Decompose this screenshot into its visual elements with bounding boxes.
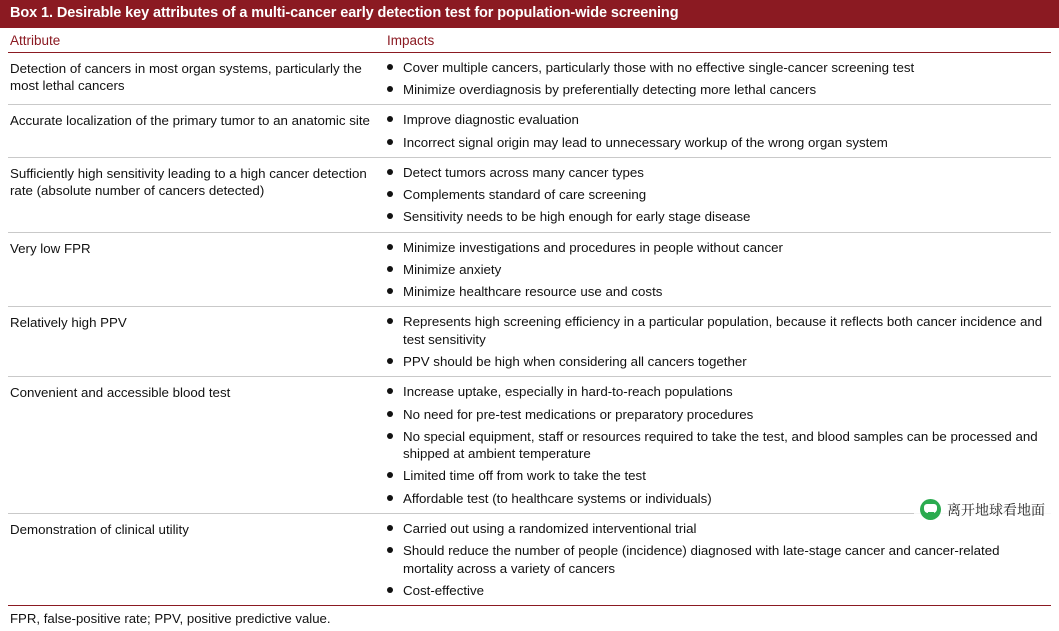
bullet-icon [387,358,393,364]
bullet-icon [387,587,393,593]
list-item [385,239,1049,256]
list-item [385,542,1049,577]
list-item [385,467,1049,484]
list-item [385,164,1049,181]
watermark [914,496,1051,523]
table-row [8,307,1051,377]
impact-text: Incorrect signal origin may lead to unnecessary workup of the wrong organ system [403,134,888,150]
table-row [8,514,1051,606]
impacts-cell [385,157,1051,232]
table-footnote: FPR, false-positive rate; PPV, positive predictive value. [10,611,331,627]
bullet-icon [387,388,393,394]
column-header-attribute: Attribute [8,28,385,53]
impact-list [385,239,1049,301]
bullet-icon [387,411,393,417]
impact-text: Limited time off from work to take the test [403,468,646,484]
impact-text: Minimize healthcare resource use and costs [403,284,663,300]
impact-list [385,164,1049,226]
table-row [8,105,1051,158]
impact-list [385,383,1049,507]
impacts-cell [385,52,1051,105]
bullet-icon [387,318,393,324]
impact-text: Minimize anxiety [403,261,502,277]
attribute-cell: Demonstration of clinical utility [8,514,385,606]
list-item [385,582,1049,599]
impact-list [385,313,1049,370]
bullet-icon [387,213,393,219]
list-item [385,428,1049,463]
list-item [385,134,1049,151]
impact-text: Complements standard of care screening [403,187,647,203]
impact-text: Cost-effective [403,582,485,598]
impact-list [385,59,1049,99]
bullet-icon [387,191,393,197]
impact-text: Sensitivity needs to be high enough for early stage disease [403,209,751,225]
impact-text: Increase uptake, especially in hard-to-reach populations [403,384,733,400]
list-item [385,283,1049,300]
box-table-wrap [0,28,1059,606]
box-title: Box 1. Desirable key attributes of a multi-cancer early detection test for population-wide screening [0,0,1059,28]
impacts-cell [385,232,1051,307]
bullet-icon [387,86,393,92]
bullet-icon [387,169,393,175]
impact-text: Represents high screening efficiency in a particular population, because it reflects both cancer incidence and test sensitivity [403,314,1043,347]
bullet-icon [387,525,393,531]
table-row [8,377,1051,514]
list-item [385,406,1049,423]
bullet-icon [387,547,393,553]
attribute-cell: Sufficiently high sensitivity leading to a high cancer detection rate (absolute number of cancers detected) [8,157,385,232]
impact-text: Detect tumors across many cancer types [403,164,644,180]
list-item [385,186,1049,203]
list-item [385,383,1049,400]
impact-list [385,111,1049,151]
impact-text: Improve diagnostic evaluation [403,112,579,128]
attribute-cell: Relatively high PPV [8,307,385,377]
list-item [385,208,1049,225]
table-row [8,52,1051,105]
impact-text: Carried out using a randomized interventional trial [403,521,697,537]
impacts-cell [385,307,1051,377]
attribute-cell: Convenient and accessible blood test [8,377,385,514]
list-item [385,353,1049,370]
attributes-table [8,28,1051,606]
impacts-cell [385,105,1051,158]
attribute-cell: Accurate localization of the primary tumor to an anatomic site [8,105,385,158]
impact-text: No need for pre-test medications or preparatory procedures [403,406,754,422]
list-item [385,81,1049,98]
list-item [385,59,1049,76]
attribute-cell: Detection of cancers in most organ systems, particularly the most lethal cancers [8,52,385,105]
table-header-row [8,28,1051,53]
attribute-cell: Very low FPR [8,232,385,307]
bullet-icon [387,116,393,122]
bullet-icon [387,244,393,250]
bullet-icon [387,472,393,478]
impact-text: Minimize overdiagnosis by preferentially detecting more lethal cancers [403,81,817,97]
bullet-icon [387,64,393,70]
leaf-circle-icon [920,499,941,520]
impact-list [385,520,1049,599]
impact-text: No special equipment, staff or resources required to take the test, and blood samples can be processed and shipped at ambient temperature [403,428,1038,462]
list-item [385,111,1049,128]
bullet-icon [387,288,393,294]
impacts-cell [385,377,1051,514]
impact-text: Should reduce the number of people (incidence) diagnosed with late-stage cancer and cancer-related mortality across a variety of cancers [403,543,1000,576]
table-row [8,157,1051,232]
column-header-impacts: Impacts [385,28,1051,53]
impacts-cell [385,514,1051,606]
impact-text: Minimize investigations and procedures in people without cancer [403,239,783,255]
impact-text: Affordable test (to healthcare systems or individuals) [403,490,712,506]
list-item [385,261,1049,278]
bullet-icon [387,266,393,272]
bullet-icon [387,433,393,439]
impact-text: Cover multiple cancers, particularly those with no effective single-cancer screening test [403,59,915,75]
bullet-icon [387,139,393,145]
impact-text: PPV should be high when considering all cancers together [403,354,747,370]
table-row [8,232,1051,307]
bullet-icon [387,495,393,501]
watermark-text: 离开地球看地面 [947,501,1045,518]
list-item [385,313,1049,348]
